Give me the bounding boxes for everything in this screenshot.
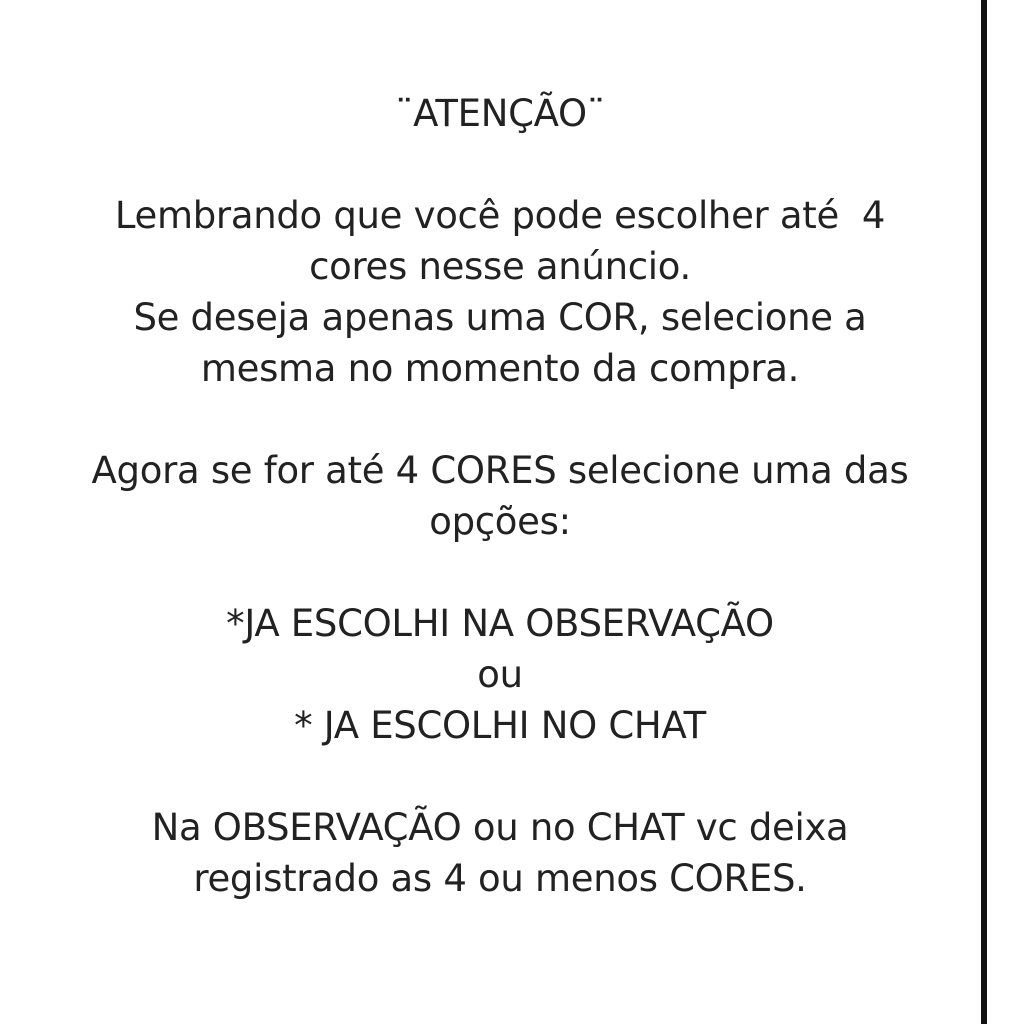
spacer xyxy=(0,751,1000,802)
paragraph1-line2: cores nesse anúncio. xyxy=(309,245,691,288)
notice-title: ¨ATENÇÃO¨ xyxy=(394,92,605,135)
option-separator: ou xyxy=(477,653,523,696)
option-chat: * JA ESCOLHI NO CHAT xyxy=(294,704,706,747)
paragraph3-line1: Na OBSERVAÇÃO ou no CHAT vc deixa xyxy=(151,806,849,849)
right-border xyxy=(981,0,987,1024)
option-observation: *JA ESCOLHI NA OBSERVAÇÃO xyxy=(226,602,774,645)
paragraph1-line1: Lembrando que você pode escolher até 4 xyxy=(114,194,886,237)
paragraph2-line1: Agora se for até 4 CORES selecione uma das xyxy=(91,449,909,492)
notice-message xyxy=(0,88,1000,904)
paragraph3-line2: registrado as 4 ou menos CORES. xyxy=(193,857,807,900)
spacer xyxy=(0,139,1000,190)
paragraph1-line3: Se deseja apenas uma COR, selecione a xyxy=(133,296,867,339)
spacer xyxy=(0,394,1000,445)
paragraph1-line4: mesma no momento da compra. xyxy=(200,347,800,390)
paragraph2-line2: opções: xyxy=(429,500,571,543)
spacer xyxy=(0,547,1000,598)
